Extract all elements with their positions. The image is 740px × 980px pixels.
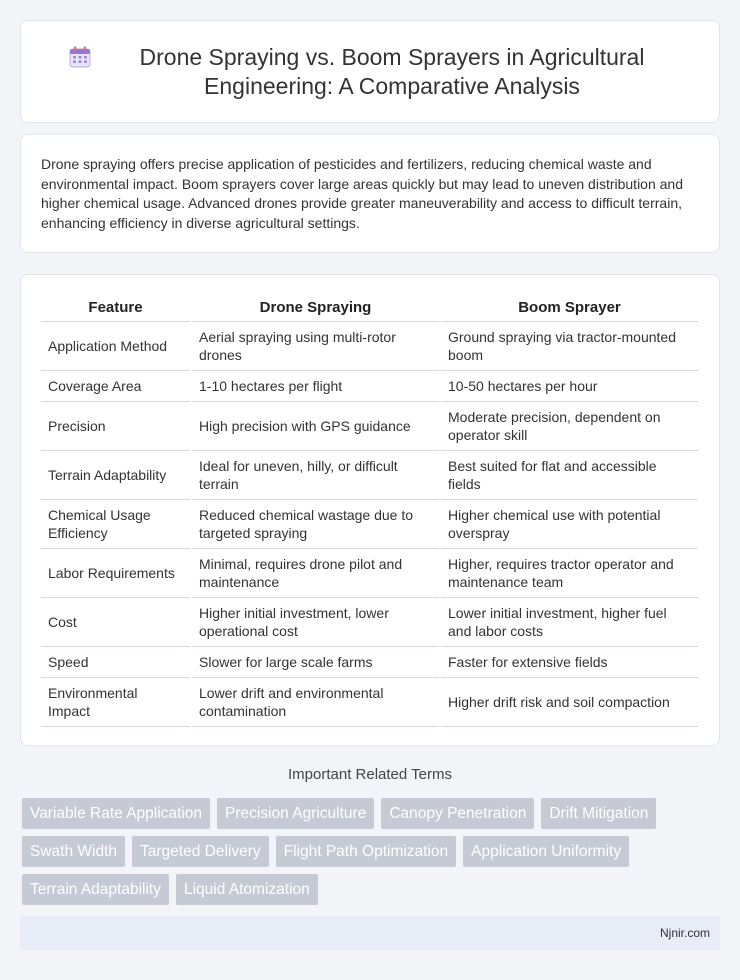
row-drone: Minimal, requires drone pilot and maintenance	[191, 548, 440, 597]
row-boom: Higher chemical use with potential overspray	[440, 499, 698, 548]
calendar-icon	[68, 45, 92, 69]
row-drone: 1-10 hectares per flight	[191, 370, 440, 401]
table-row	[41, 370, 698, 401]
table-row	[41, 401, 698, 450]
row-feature: Application Method	[41, 321, 191, 370]
row-feature: Environmental Impact	[41, 677, 191, 726]
table-header-row	[41, 295, 698, 321]
row-feature: Coverage Area	[41, 370, 191, 401]
term-tag[interactable]: Canopy Penetration	[381, 798, 534, 829]
table-row	[41, 677, 698, 726]
header-drone-spraying: Drone Spraying	[191, 295, 440, 321]
row-feature: Chemical Usage Efficiency	[41, 499, 191, 548]
term-tag[interactable]: Variable Rate Application	[22, 798, 210, 829]
table-row	[41, 548, 698, 597]
term-tag[interactable]: Liquid Atomization	[176, 874, 318, 905]
row-drone: Lower drift and environmental contamination	[191, 677, 440, 726]
title-card	[20, 20, 720, 123]
term-tag[interactable]: Application Uniformity	[463, 836, 629, 867]
row-boom: Higher, requires tractor operator and maintenance team	[440, 548, 698, 597]
term-tag[interactable]: Drift Mitigation	[541, 798, 656, 829]
row-feature: Cost	[41, 597, 191, 646]
row-boom: Faster for extensive fields	[440, 646, 698, 677]
table-row	[41, 499, 698, 548]
related-terms-heading: Important Related Terms	[288, 766, 452, 783]
intro-paragraph: Drone spraying offers precise application of pesticides and fertilizers, reducing chemical waste and environmental impact. Boom sprayers cover large areas quickly but may lead to uneven distribution and higher chemical usage. Advanced drones provide greater maneuverability and access to difficult terrain, enhancing efficiency in diverse agricultural settings.	[41, 156, 683, 231]
footer	[20, 916, 720, 950]
row-drone: Reduced chemical wastage due to targeted spraying	[191, 499, 440, 548]
row-drone: Higher initial investment, lower operational cost	[191, 597, 440, 646]
row-feature: Terrain Adaptability	[41, 450, 191, 499]
row-boom: Higher drift risk and soil compaction	[440, 677, 698, 726]
table-row	[41, 450, 698, 499]
comparison-table	[41, 295, 698, 727]
term-tag[interactable]: Precision Agriculture	[217, 798, 374, 829]
term-tag[interactable]: Swath Width	[22, 836, 125, 867]
row-feature: Precision	[41, 401, 191, 450]
row-boom: Best suited for flat and accessible fields	[440, 450, 698, 499]
row-boom: Lower initial investment, higher fuel and labor costs	[440, 597, 698, 646]
row-drone: Ideal for uneven, hilly, or difficult terrain	[191, 450, 440, 499]
term-tag[interactable]: Targeted Delivery	[132, 836, 269, 867]
row-boom: 10-50 hectares per hour	[440, 370, 698, 401]
page-title: Drone Spraying vs. Boom Sprayers in Agricultural Engineering: A Comparative Analysis	[139, 43, 645, 99]
table-row	[41, 597, 698, 646]
table-row	[41, 646, 698, 677]
row-drone: Aerial spraying using multi-rotor drones	[191, 321, 440, 370]
row-drone: High precision with GPS guidance	[191, 401, 440, 450]
row-boom: Ground spraying via tractor-mounted boom	[440, 321, 698, 370]
row-drone: Slower for large scale farms	[191, 646, 440, 677]
header-boom-sprayer: Boom Sprayer	[440, 295, 698, 321]
header-feature: Feature	[41, 295, 191, 321]
comparison-table-card	[20, 274, 720, 746]
table-row	[41, 321, 698, 370]
term-tag[interactable]: Terrain Adaptability	[22, 874, 169, 905]
row-feature: Speed	[41, 646, 191, 677]
footer-site-link[interactable]: Njnir.com	[659, 926, 710, 940]
related-terms-list	[22, 798, 722, 905]
row-feature: Labor Requirements	[41, 548, 191, 597]
row-boom: Moderate precision, dependent on operator skill	[440, 401, 698, 450]
term-tag[interactable]: Flight Path Optimization	[276, 836, 457, 867]
intro-card	[20, 134, 720, 253]
